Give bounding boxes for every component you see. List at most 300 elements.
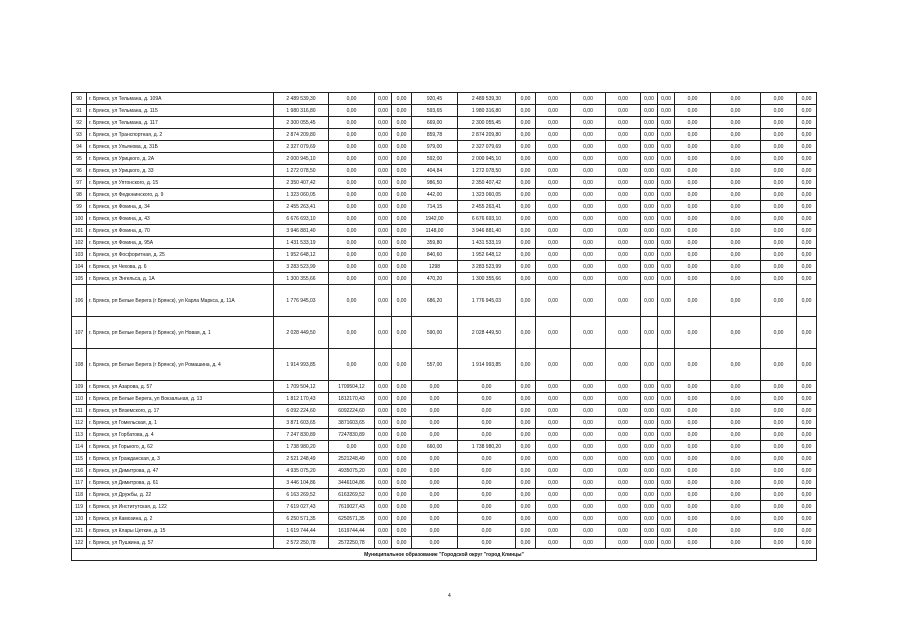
value-cell: 0,00 [641, 213, 658, 225]
address-cell: г. Брянск, рп Белые Берега, ул Вокзальная, д. 13 [87, 393, 274, 405]
row-number-cell: 109 [72, 381, 87, 393]
value-cell: 0,00 [675, 93, 711, 105]
value-cell: 0,00 [329, 261, 375, 273]
value-cell: 0,00 [658, 429, 675, 441]
value-cell: 0,00 [516, 441, 536, 453]
value-cell: 0,00 [675, 405, 711, 417]
value-cell: 0,00 [641, 441, 658, 453]
value-cell: 0,00 [392, 405, 412, 417]
value-cell: 0,00 [658, 513, 675, 525]
value-cell: 0,00 [536, 537, 571, 549]
table-row [72, 273, 817, 285]
address-cell: г. Брянск, ул Тельмана, д. 109А [87, 93, 274, 105]
value-cell: 0,00 [761, 489, 797, 501]
value-cell: 0,00 [761, 189, 797, 201]
value-cell: 0,00 [658, 417, 675, 429]
value-cell: 0,00 [516, 393, 536, 405]
value-cell: 0,00 [761, 225, 797, 237]
value-cell: 0,00 [329, 189, 375, 201]
value-cell: 0,00 [516, 537, 536, 549]
value-cell: 1942,00 [412, 213, 458, 225]
value-cell: 0,00 [571, 129, 606, 141]
row-number-cell: 105 [72, 273, 87, 285]
value-cell: 0,00 [516, 129, 536, 141]
value-cell: 0,00 [375, 189, 392, 201]
value-cell: 0,00 [675, 165, 711, 177]
value-cell: 0,00 [392, 429, 412, 441]
value-cell: 0,00 [797, 417, 817, 429]
value-cell: 0,00 [375, 417, 392, 429]
value-cell: 0,00 [658, 129, 675, 141]
value-cell: 0,00 [641, 349, 658, 381]
value-cell: 0,00 [641, 237, 658, 249]
value-cell: 0,00 [516, 285, 536, 317]
value-cell: 0,00 [761, 261, 797, 273]
municipality-footer-row [72, 549, 817, 561]
value-cell: 0,00 [375, 153, 392, 165]
value-cell: 1 812 170,43 [274, 393, 329, 405]
value-cell: 0,00 [797, 393, 817, 405]
value-cell: 0,00 [675, 105, 711, 117]
value-cell: 0,00 [536, 261, 571, 273]
value-cell: 0,00 [711, 225, 761, 237]
value-cell: 0,00 [641, 105, 658, 117]
value-cell: 3 283 523,99 [458, 261, 516, 273]
value-cell: 0,00 [761, 417, 797, 429]
value-cell: 0,00 [412, 477, 458, 489]
value-cell: 1 980 316,80 [458, 105, 516, 117]
value-cell: 0,00 [641, 261, 658, 273]
value-cell: 0,00 [571, 453, 606, 465]
value-cell: 0,00 [658, 141, 675, 153]
value-cell: 0,00 [392, 117, 412, 129]
value-cell: 0,00 [658, 465, 675, 477]
row-number-cell: 122 [72, 537, 87, 549]
value-cell: 0,00 [658, 501, 675, 513]
value-cell: 0,00 [536, 213, 571, 225]
value-cell: 0,00 [329, 129, 375, 141]
value-cell: 2 000 945,10 [458, 153, 516, 165]
value-cell: 1 300 355,66 [274, 273, 329, 285]
address-cell: г. Брянск, ул Гражданская, д. 3 [87, 453, 274, 465]
value-cell: 0,00 [711, 237, 761, 249]
value-cell: 0,00 [761, 129, 797, 141]
value-cell: 0,00 [329, 273, 375, 285]
address-cell: г. Брянск, ул Вяземского, д. 17 [87, 405, 274, 417]
value-cell: 0,00 [329, 225, 375, 237]
value-cell: 0,00 [606, 249, 641, 261]
value-cell: 2 028 449,50 [458, 317, 516, 349]
value-cell: 0,00 [516, 349, 536, 381]
value-cell: 0,00 [536, 93, 571, 105]
value-cell: 0,00 [658, 105, 675, 117]
value-cell: 0,00 [536, 317, 571, 349]
value-cell: 0,00 [675, 349, 711, 381]
value-cell: 0,00 [797, 477, 817, 489]
value-cell: 0,00 [375, 237, 392, 249]
value-cell: 6 250 571,35 [274, 513, 329, 525]
row-number-cell: 99 [72, 201, 87, 213]
value-cell: 0,00 [536, 105, 571, 117]
value-cell: 0,00 [711, 465, 761, 477]
value-cell: 7 619 027,43 [274, 501, 329, 513]
value-cell: 6163269,52 [329, 489, 375, 501]
value-cell: 0,00 [516, 237, 536, 249]
value-cell: 0,00 [641, 453, 658, 465]
value-cell: 0,00 [711, 349, 761, 381]
value-cell: 0,00 [516, 165, 536, 177]
value-cell: 669,00 [412, 117, 458, 129]
value-cell: 0,00 [761, 93, 797, 105]
value-cell: 0,00 [571, 525, 606, 537]
value-cell: 0,00 [536, 141, 571, 153]
value-cell: 0,00 [536, 273, 571, 285]
value-cell: 0,00 [516, 465, 536, 477]
value-cell: 2 572 250,78 [274, 537, 329, 549]
value-cell: 0,00 [571, 429, 606, 441]
value-cell: 0,00 [641, 117, 658, 129]
value-cell: 1619744,44 [329, 525, 375, 537]
value-cell: 0,00 [641, 537, 658, 549]
value-cell: 0,00 [571, 141, 606, 153]
value-cell: 0,00 [571, 513, 606, 525]
value-cell: 979,00 [412, 141, 458, 153]
address-cell: г. Брянск, ул Горбатова, д. 4 [87, 429, 274, 441]
value-cell: 2 028 449,50 [274, 317, 329, 349]
value-cell: 0,00 [761, 477, 797, 489]
value-cell: 0,00 [606, 237, 641, 249]
value-cell: 0,00 [536, 165, 571, 177]
value-cell: 0,00 [375, 285, 392, 317]
row-number-cell: 112 [72, 417, 87, 429]
value-cell: 0,00 [761, 177, 797, 189]
address-cell: г. Брянск, рп Белые Берега (г Брянск), ул Ромашина, д. 4 [87, 349, 274, 381]
value-cell: 0,00 [797, 513, 817, 525]
value-cell: 0,00 [458, 405, 516, 417]
address-cell: г. Брянск, ул Урицкого, д. 2А [87, 153, 274, 165]
value-cell: 0,00 [641, 381, 658, 393]
table-row [72, 393, 817, 405]
value-cell: 0,00 [641, 249, 658, 261]
value-cell: 0,00 [711, 153, 761, 165]
table-row [72, 441, 817, 453]
row-number-cell: 115 [72, 453, 87, 465]
value-cell: 1 738 980,20 [274, 441, 329, 453]
value-cell: 0,00 [412, 393, 458, 405]
value-cell: 0,00 [375, 177, 392, 189]
value-cell: 0,00 [711, 129, 761, 141]
value-cell: 0,00 [516, 417, 536, 429]
value-cell: 0,00 [711, 93, 761, 105]
value-cell: 2521248,49 [329, 453, 375, 465]
value-cell: 0,00 [711, 393, 761, 405]
value-cell: 0,00 [675, 477, 711, 489]
table-row [72, 165, 817, 177]
value-cell: 2 350 407,42 [274, 177, 329, 189]
municipality-footer: Муниципальное образование "Городской округ "город Клинцы" [72, 549, 817, 561]
housing-register-table [71, 92, 817, 561]
value-cell: 0,00 [606, 453, 641, 465]
value-cell: 0,00 [658, 261, 675, 273]
table-row [72, 201, 817, 213]
value-cell: 0,00 [571, 285, 606, 317]
value-cell: 0,00 [329, 201, 375, 213]
value-cell: 0,00 [375, 501, 392, 513]
value-cell: 2 874 209,80 [274, 129, 329, 141]
value-cell: 0,00 [797, 405, 817, 417]
value-cell: 0,00 [392, 177, 412, 189]
table-row [72, 177, 817, 189]
value-cell: 2572250,78 [329, 537, 375, 549]
value-cell: 0,00 [797, 201, 817, 213]
address-cell: г. Брянск, ул Димитрова, д. 47 [87, 465, 274, 477]
value-cell: 0,00 [658, 393, 675, 405]
value-cell: 0,00 [675, 441, 711, 453]
value-cell: 0,00 [761, 405, 797, 417]
value-cell: 0,00 [571, 393, 606, 405]
value-cell: 0,00 [658, 273, 675, 285]
value-cell: 0,00 [536, 513, 571, 525]
value-cell: 0,00 [658, 117, 675, 129]
value-cell: 0,00 [641, 513, 658, 525]
value-cell: 0,00 [571, 317, 606, 349]
value-cell: 0,00 [412, 417, 458, 429]
value-cell: 0,00 [641, 189, 658, 201]
row-number-cell: 107 [72, 317, 87, 349]
address-cell: г. Брянск, ул Фокина, д. 34 [87, 201, 274, 213]
value-cell: 0,00 [375, 117, 392, 129]
value-cell: 6 676 693,10 [274, 213, 329, 225]
value-cell: 0,00 [571, 537, 606, 549]
page-number: 4 [448, 593, 451, 599]
value-cell: 0,00 [458, 489, 516, 501]
value-cell: 0,00 [375, 513, 392, 525]
value-cell: 0,00 [392, 525, 412, 537]
value-cell: 2 300 055,45 [458, 117, 516, 129]
value-cell: 0,00 [641, 129, 658, 141]
value-cell: 0,00 [392, 93, 412, 105]
address-cell: г. Брянск, ул Тельмана, д. 117 [87, 117, 274, 129]
value-cell: 859,78 [412, 129, 458, 141]
value-cell: 0,00 [797, 189, 817, 201]
address-cell: г. Брянск, ул Горького, д. 62 [87, 441, 274, 453]
table-row [72, 261, 817, 273]
value-cell: 0,00 [375, 249, 392, 261]
table-row [72, 285, 817, 317]
value-cell: 0,00 [761, 525, 797, 537]
value-cell: 0,00 [536, 453, 571, 465]
value-cell: 6 676 693,10 [458, 213, 516, 225]
value-cell: 0,00 [375, 477, 392, 489]
value-cell: 0,00 [571, 93, 606, 105]
value-cell: 0,00 [641, 153, 658, 165]
value-cell: 0,00 [658, 537, 675, 549]
value-cell: 0,00 [658, 165, 675, 177]
value-cell: 0,00 [412, 405, 458, 417]
value-cell: 1 619 744,44 [274, 525, 329, 537]
value-cell: 0,00 [536, 117, 571, 129]
value-cell: 0,00 [329, 141, 375, 153]
value-cell: 0,00 [412, 381, 458, 393]
table-row [72, 513, 817, 525]
value-cell: 0,00 [658, 405, 675, 417]
address-cell: г. Брянск, ул Димитрова, д. 61 [87, 477, 274, 489]
value-cell: 0,00 [711, 513, 761, 525]
value-cell: 2 489 539,30 [458, 93, 516, 105]
value-cell: 0,00 [329, 317, 375, 349]
value-cell: 0,00 [606, 129, 641, 141]
value-cell: 0,00 [392, 141, 412, 153]
value-cell: 0,00 [761, 501, 797, 513]
value-cell: 0,00 [329, 349, 375, 381]
value-cell: 0,00 [571, 441, 606, 453]
value-cell: 0,00 [536, 501, 571, 513]
value-cell: 0,00 [458, 381, 516, 393]
value-cell: 0,00 [392, 381, 412, 393]
value-cell: 0,00 [458, 525, 516, 537]
value-cell: 0,00 [641, 417, 658, 429]
address-cell: г. Брянск, ул Энгельса, д. 1А [87, 273, 274, 285]
value-cell: 660,00 [412, 441, 458, 453]
value-cell: 0,00 [711, 141, 761, 153]
value-cell: 0,00 [606, 177, 641, 189]
value-cell: 0,00 [711, 317, 761, 349]
value-cell: 0,00 [658, 93, 675, 105]
address-cell: г. Брянск, рп Белые Берега (г Брянск), ул Новая, д. 1 [87, 317, 274, 349]
value-cell: 0,00 [516, 429, 536, 441]
address-cell: г. Брянск, ул Тельмана, д. 115 [87, 105, 274, 117]
value-cell: 0,00 [329, 249, 375, 261]
value-cell: 0,00 [606, 141, 641, 153]
value-cell: 0,00 [375, 105, 392, 117]
value-cell: 593,65 [412, 105, 458, 117]
value-cell: 0,00 [536, 153, 571, 165]
value-cell: 0,00 [375, 165, 392, 177]
row-number-cell: 102 [72, 237, 87, 249]
address-cell: г. Брянск, рп Белые Берега (г Брянск), ул Карла Маркса, д. 11А [87, 285, 274, 317]
value-cell: 3 446 104,86 [274, 477, 329, 489]
value-cell: 0,00 [606, 501, 641, 513]
value-cell: 0,00 [641, 465, 658, 477]
value-cell: 1812170,43 [329, 393, 375, 405]
value-cell: 4935075,20 [329, 465, 375, 477]
value-cell: 0,00 [392, 537, 412, 549]
address-cell: г. Брянск, ул Институтская, д. 122 [87, 501, 274, 513]
value-cell: 0,00 [658, 213, 675, 225]
address-cell: г. Брянск, ул Пушкина, д. 57 [87, 537, 274, 549]
row-number-cell: 120 [72, 513, 87, 525]
value-cell: 0,00 [658, 441, 675, 453]
value-cell: 0,00 [392, 129, 412, 141]
value-cell: 0,00 [761, 153, 797, 165]
row-number-cell: 113 [72, 429, 87, 441]
value-cell: 0,00 [536, 405, 571, 417]
value-cell: 1 980 316,80 [274, 105, 329, 117]
value-cell: 840,60 [412, 249, 458, 261]
value-cell: 0,00 [761, 213, 797, 225]
value-cell: 0,00 [675, 213, 711, 225]
value-cell: 0,00 [606, 441, 641, 453]
value-cell: 0,00 [761, 465, 797, 477]
value-cell: 0,00 [761, 393, 797, 405]
value-cell: 0,00 [797, 317, 817, 349]
value-cell: 0,00 [536, 381, 571, 393]
address-cell: г. Брянск, ул Азарова, д. 57 [87, 381, 274, 393]
value-cell: 0,00 [516, 153, 536, 165]
address-cell: г. Брянск, ул Фокина, д. 43 [87, 213, 274, 225]
value-cell: 3871603,65 [329, 417, 375, 429]
value-cell: 0,00 [412, 465, 458, 477]
value-cell: 0,00 [329, 285, 375, 317]
value-cell: 0,00 [536, 477, 571, 489]
value-cell: 0,00 [606, 417, 641, 429]
row-number-cell: 121 [72, 525, 87, 537]
value-cell: 0,00 [761, 249, 797, 261]
value-cell: 0,00 [329, 93, 375, 105]
table-row [72, 453, 817, 465]
value-cell: 0,00 [516, 213, 536, 225]
value-cell: 0,00 [516, 317, 536, 349]
value-cell: 0,00 [606, 513, 641, 525]
value-cell: 0,00 [392, 477, 412, 489]
value-cell: 0,00 [761, 165, 797, 177]
value-cell: 0,00 [711, 189, 761, 201]
value-cell: 0,00 [571, 405, 606, 417]
row-number-cell: 108 [72, 349, 87, 381]
value-cell: 1 431 533,19 [458, 237, 516, 249]
table-row [72, 317, 817, 349]
value-cell: 0,00 [412, 525, 458, 537]
value-cell: 0,00 [375, 273, 392, 285]
value-cell: 0,00 [571, 213, 606, 225]
value-cell: 0,00 [606, 261, 641, 273]
value-cell: 0,00 [606, 213, 641, 225]
table-row [72, 129, 817, 141]
value-cell: 1 914 993,85 [274, 349, 329, 381]
value-cell: 1 952 648,12 [274, 249, 329, 261]
value-cell: 0,00 [375, 225, 392, 237]
value-cell: 0,00 [675, 273, 711, 285]
row-number-cell: 90 [72, 93, 87, 105]
value-cell: 0,00 [606, 93, 641, 105]
value-cell: 0,00 [375, 141, 392, 153]
value-cell: 7619027,43 [329, 501, 375, 513]
value-cell: 0,00 [516, 117, 536, 129]
value-cell: 0,00 [375, 537, 392, 549]
value-cell: 0,00 [675, 261, 711, 273]
value-cell: 0,00 [458, 429, 516, 441]
value-cell: 0,00 [329, 105, 375, 117]
value-cell: 0,00 [606, 153, 641, 165]
value-cell: 0,00 [797, 501, 817, 513]
value-cell: 0,00 [675, 237, 711, 249]
value-cell: 0,00 [458, 453, 516, 465]
value-cell: 0,00 [606, 477, 641, 489]
row-number-cell: 93 [72, 129, 87, 141]
value-cell: 1 776 945,03 [274, 285, 329, 317]
value-cell: 0,00 [458, 477, 516, 489]
address-cell: г. Брянск, ул Чехова, д. 6 [87, 261, 274, 273]
value-cell: 0,00 [392, 393, 412, 405]
value-cell: 0,00 [392, 453, 412, 465]
row-number-cell: 104 [72, 261, 87, 273]
value-cell: 0,00 [675, 129, 711, 141]
value-cell: 0,00 [658, 153, 675, 165]
value-cell: 0,00 [797, 105, 817, 117]
value-cell: 0,00 [606, 225, 641, 237]
value-cell: 0,00 [458, 393, 516, 405]
value-cell: 0,00 [658, 249, 675, 261]
